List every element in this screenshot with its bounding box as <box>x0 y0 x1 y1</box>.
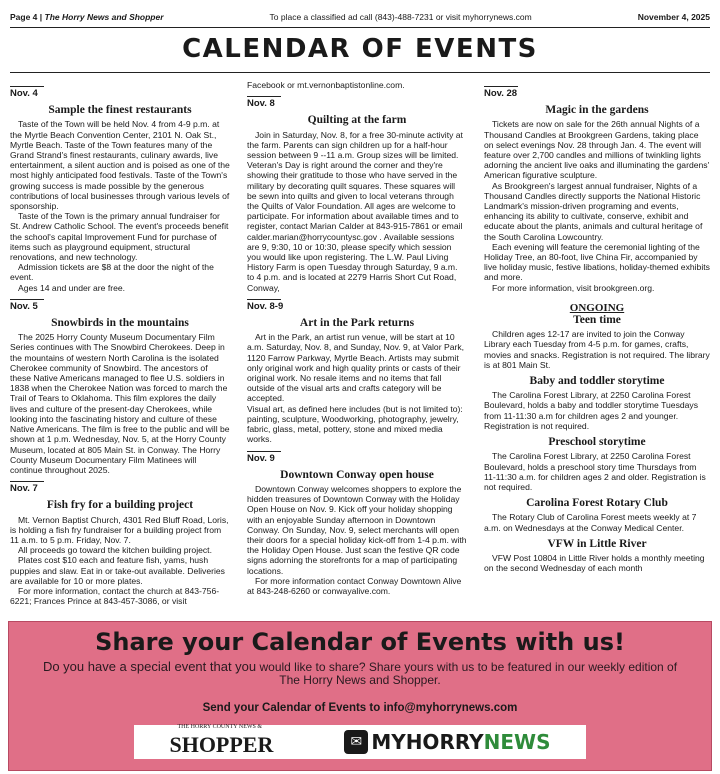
event-heading: Teen time <box>573 314 621 327</box>
event-text: Facebook or mt.vernonbaptistonline.com. <box>247 80 405 90</box>
event-text: Each evening will feature the ceremonial lighting of the Holiday Tree, an 80-foot, live China Fir, accompanied by live holiday music, festive libations, holiday-themed exhibits and more. <box>484 241 710 283</box>
event-heading: Art in the Park returns <box>299 317 415 330</box>
event-heading: Fish fry for a building project <box>46 499 194 512</box>
ongoing-heading: ONGOING <box>569 301 625 314</box>
event-text: Join in Saturday, Nov. 8, for a free 30-minute activity at the farm. Parents can sign children up for a half-hour session between 9 --11 a.m. Group sizes will be limited. Veteran's Day is right around the corner and they're showing their gratitude to those who have served in the military by decorating quilt squares. These squares will be sewn into quilts and given to local veterans through the Quilts of Valor Foundation. All ages are welcome to participate. For information about available times and to register, contact Marian Calder at 843-915-7861 or email calder.marian@horrycountysc.gov . Available sessions are 9, 9:30, 10 or 10:30, please specify which session you would like upon registering. The L.W. Paul Living History Farm is open Tuesday through Saturday, 9 a.m. to 4 p.m. and is located at 2279 Harris Short Cut Road, Conway, <box>247 129 463 293</box>
event-text: The Rotary Club of Carolina Forest meets weekly at 7 a.m. on Wednesdays at the Conway Medical Center. <box>484 512 697 533</box>
page-number: Page 4 | The Horry News and Shopper <box>10 12 164 22</box>
myhorrynews-logo: ✉ MYHORRY NEWS <box>344 730 550 754</box>
event-text: Plates cost $10 each and feature fish, yams, hush puppies and slaw. Eat in or take-out available. Deliveries are available for 10 or more plates. <box>10 555 225 586</box>
event-heading: Sample the finest restaurants <box>48 104 192 117</box>
event-date: Nov. 8-9 <box>247 297 467 312</box>
event-text: VFW Post 10804 in Little River holds a monthly meeting on the second Wednesday of each month <box>484 552 705 574</box>
shopper-logo: THE HORRY COUNTY NEWS & SHOPPER <box>169 724 274 757</box>
event-text: The Carolina Forest Library, at 2250 Carolina Forest Boulevard, holds a baby and toddler storytime Tuesdays from 11-11:30 a.m for children ages 2 and younger. Registration is not required. <box>484 390 699 431</box>
event-text: Ages 14 and under are free. <box>18 282 126 293</box>
event-heading: Downtown Conway open house <box>280 468 434 481</box>
event-heading: Snowbirds in the mountains <box>51 317 189 330</box>
event-date: Nov. 4 <box>10 84 230 99</box>
event-text: The 2025 Horry County Museum Documentary Film Series continues with The Snowbird Cherokees. Deep in the mountains of western North Carolina is the isolated Cherokee community of Snowbird. The ancestors of these Native Americans managed to flee U.S. soldiers in 1838 when the Cherokee Nation was forced to march the Trail of Tears to Oklahoma. This film explores the daily lives and culture of the present-day Cherokees, while looking into the fascinating history and culture of these Native Americans. The film is free to the public and will be shown at 1 p.m. Wednesday, Nov. 5, at the Horry County Museum, located at 805 Main St. in Conway. The Horry County Museum Documentary Film Matinees will continue throughout 2025. <box>10 332 230 475</box>
event-text: Downtown Conway welcomes shoppers to explore the hidden treasures of Downtown Conway with the Holiday Open House on Nov. 9. Kick off your holiday shopping with an enjoyable Sunday afternoon in Downtown Conway. On Sunday, Nov. 9, select merchants will open their doors for a special holiday kick-off from 1-4 p.m. with the Holiday Open House. Just scan the festive QR code signs adorning the storefronts for a map of participating locations. <box>247 483 467 576</box>
event-text: Tickets are now on sale for the 26th annual Nights of a Thousand Candles at Brookgreen Gardens, taking place on select evenings Nov. 28 through Jan. 4. The event will feature over 2,700 candles and millions of twinkling lights adorning the ancient live oaks and illuminating the gardens' American figurative sculpture. <box>484 119 710 181</box>
news-mark-icon: ✉ <box>344 730 368 754</box>
event-date: Nov. 5 <box>10 297 230 312</box>
event-text: For more information, visit brookgreen.org. <box>492 282 655 293</box>
column-3 <box>484 80 710 615</box>
page-title: CALENDAR OF EVENTS <box>182 34 538 64</box>
email-link[interactable]: info@myhorrynews.com <box>383 702 518 714</box>
column-1 <box>10 80 230 615</box>
banner-headline: Share your Calendar of Events with us! <box>95 628 625 656</box>
event-text: Taste of the Town is the primary annual fundraiser for St. Andrew Catholic School. The event's proceeds benefit the school's capital Improvement Fund for purchase of items such as playground equipment, structural renovations, and new technology. <box>10 211 229 263</box>
event-heading: Baby and toddler storytime <box>529 375 665 388</box>
classified-notice: To place a classified ad call (843)-488-7231 or visit myhorrynews.com <box>269 12 532 22</box>
event-date: Nov. 7 <box>10 479 230 494</box>
event-heading: Carolina Forest Rotary Club <box>526 497 668 510</box>
event-text: The Carolina Forest Library, at 2250 Carolina Forest Boulevard, holds a preschool story time Thursdays from 11-11:30 a.m. for children ages 2 and older. Registration is not required. <box>484 451 706 492</box>
event-text: Mt. Vernon Baptist Church, 4301 Red Bluff Road, Loris, is holding a fish fry fundraiser for a building project from 11 a.m. to 5 p.m. Friday, Nov. 7. <box>10 514 229 545</box>
event-text: Admission tickets are $8 at the door the night of the event. <box>10 262 214 283</box>
event-date: Nov. 9 <box>247 449 467 464</box>
logo-strip <box>134 725 586 759</box>
event-heading: VFW in Little River <box>547 537 647 550</box>
event-text: Children ages 12-17 are invited to join the Conway Library each Tuesday from 4-5 p.m. for games, crafts, movies and snacks. Registration is not required. The library is at 801 Main St. <box>484 329 710 370</box>
event-heading: Magic in the gardens <box>545 104 649 117</box>
event-text: For more information, contact the church at 843-756-6221; Frances Prince at 843-457-3086, or visit <box>10 585 220 607</box>
header-rule <box>10 27 710 28</box>
banner-subtext: Do you have a special event that you would like to share? Share yours with us to be featured in our weekly edition of The Horry News and Shopper. <box>42 659 678 687</box>
event-text: For more information contact Conway Downtown Alive at 843-248-6260 or conwayalive.com. <box>247 575 462 596</box>
event-text: As Brookgreen's largest annual fundraiser, Nights of a Thousand Candles directly supports the National Historic Landmark's mission-driven programing and events, enhancing its ability to cultivate, conserve, exhibit and educate about the plants, animals and cultural heritage of the South Carolina Lowcountry. <box>484 180 703 242</box>
event-date: Nov. 28 <box>484 84 710 99</box>
page-header <box>10 9 710 25</box>
issue-date: November 4, 2025 <box>637 12 710 22</box>
title-rule <box>10 72 710 73</box>
event-text: Taste of the Town will be held Nov. 4 from 4-9 p.m. at the Myrtle Beach Convention Center, 2101 N. Oak St., Myrtle Beach. Taste of the Town features many of the Grand Strand's finest restaurants, culinary awards, live entertainment, a silent auction and is poised as one of the most highly anticipated food festivals. Taste of the Town's growing success is made possible by the generous contributions of local businesses through various levels of sponsorship. <box>10 119 230 212</box>
event-text: Art in the Park, an artist run venue, will be start at 10 a.m. Saturday, Nov. 8, and Sunday, Nov. 9, at Valor Park, 1120 Farrow Parkway, Myrtle Beach. Artists may submit only original work and high quality prints or casts of their original work. No resale items and no items that fall outside of the visual arts and crafts category will be accepted. <box>247 332 465 404</box>
event-heading: Preschool storytime <box>548 436 646 449</box>
banner-send-line: Send your Calendar of Events to info@myhorrynews.com <box>202 702 518 714</box>
event-text: All proceeds go toward the kitchen building project. <box>18 545 212 556</box>
column-2 <box>247 80 467 615</box>
event-heading: Quilting at the farm <box>307 114 407 127</box>
event-text: Visual art, as defined here includes (but is not limited to): painting, sculpture, Woodworking, photography, jewelry, fabric, glass, metal, pottery, stone and mixed media works. <box>247 403 463 445</box>
share-banner <box>8 621 712 771</box>
event-date: Nov. 8 <box>247 94 467 109</box>
